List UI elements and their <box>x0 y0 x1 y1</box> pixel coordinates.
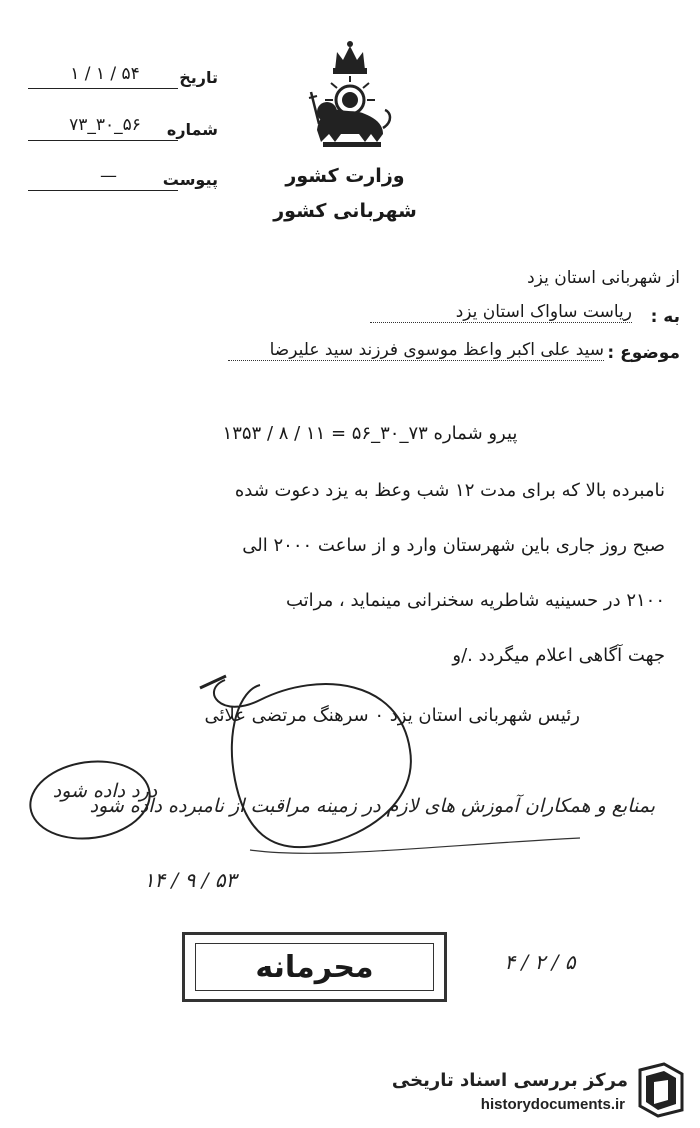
attachment-line <box>28 190 178 191</box>
handwritten-side-mark: ۴ / ۲ / ۵ <box>504 950 576 974</box>
signature-line: رئیس شهربانی استان یزد ۰ سرهنگ مرتضی علائی <box>204 705 580 726</box>
subject-value: سید علی اکبر واعظ موسوی فرزند سید علیرضا <box>228 340 604 361</box>
attachment-label: پیوست <box>162 170 218 189</box>
letter-from: از شهربانی استان یزد <box>527 268 680 288</box>
number-label: شماره <box>166 120 218 139</box>
watermark-title: مرکز بررسی اسناد تاریخی <box>391 1070 628 1091</box>
reference-line: پیرو شماره ۷۳_۳۰_۵۶ = ۱۱ / ۸ / ۱۳۵۳ <box>222 423 518 444</box>
body-line-1: نامبرده بالا که برای مدت ۱۲ شب وعظ به یزد دعوت شده <box>234 480 665 501</box>
date-value: ۱ / ۱ / ۵۴ <box>70 64 140 84</box>
handwritten-circled-word: درد داده شود <box>52 780 158 802</box>
date-label: تاریخ <box>179 68 218 87</box>
number-value: ۷۳_۳۰_۵۶ <box>69 115 141 135</box>
stamp-text: محرمانه <box>195 943 434 991</box>
lion-and-sun-emblem-icon <box>305 38 395 153</box>
attachment-value: — <box>100 166 120 186</box>
number-line <box>28 140 178 141</box>
department-name: شهربانی کشور <box>273 200 417 222</box>
to-label: به : <box>650 307 680 327</box>
body-line-2: صبح روز جاری باین شهرستان وارد و از ساعت ۲۰۰۰ الی <box>242 535 665 556</box>
body-line-4: جهت آگاهی اعلام میگردد ./و <box>452 645 665 666</box>
confidential-stamp <box>182 932 447 1002</box>
ministry-name: وزارت کشور <box>285 165 405 187</box>
handwritten-note: بمنابع و همکاران آموزش های لازم در زمینه مراقبت از نامبرده داده شود <box>89 795 655 817</box>
to-value: ریاست ساواک استان یزد <box>370 302 632 323</box>
body-line-3: ۲۱۰۰ در حسینیه شاطریه سخنرانی مینماید ، مراتب <box>285 590 665 611</box>
date-line <box>28 88 178 89</box>
subject-label: موضوع : <box>607 343 680 363</box>
handwritten-date: ۱۴ / ۹ / ۵۳ <box>143 868 237 892</box>
watermark-url: historydocuments.ir <box>480 1096 625 1113</box>
history-documents-logo-icon <box>634 1060 688 1118</box>
